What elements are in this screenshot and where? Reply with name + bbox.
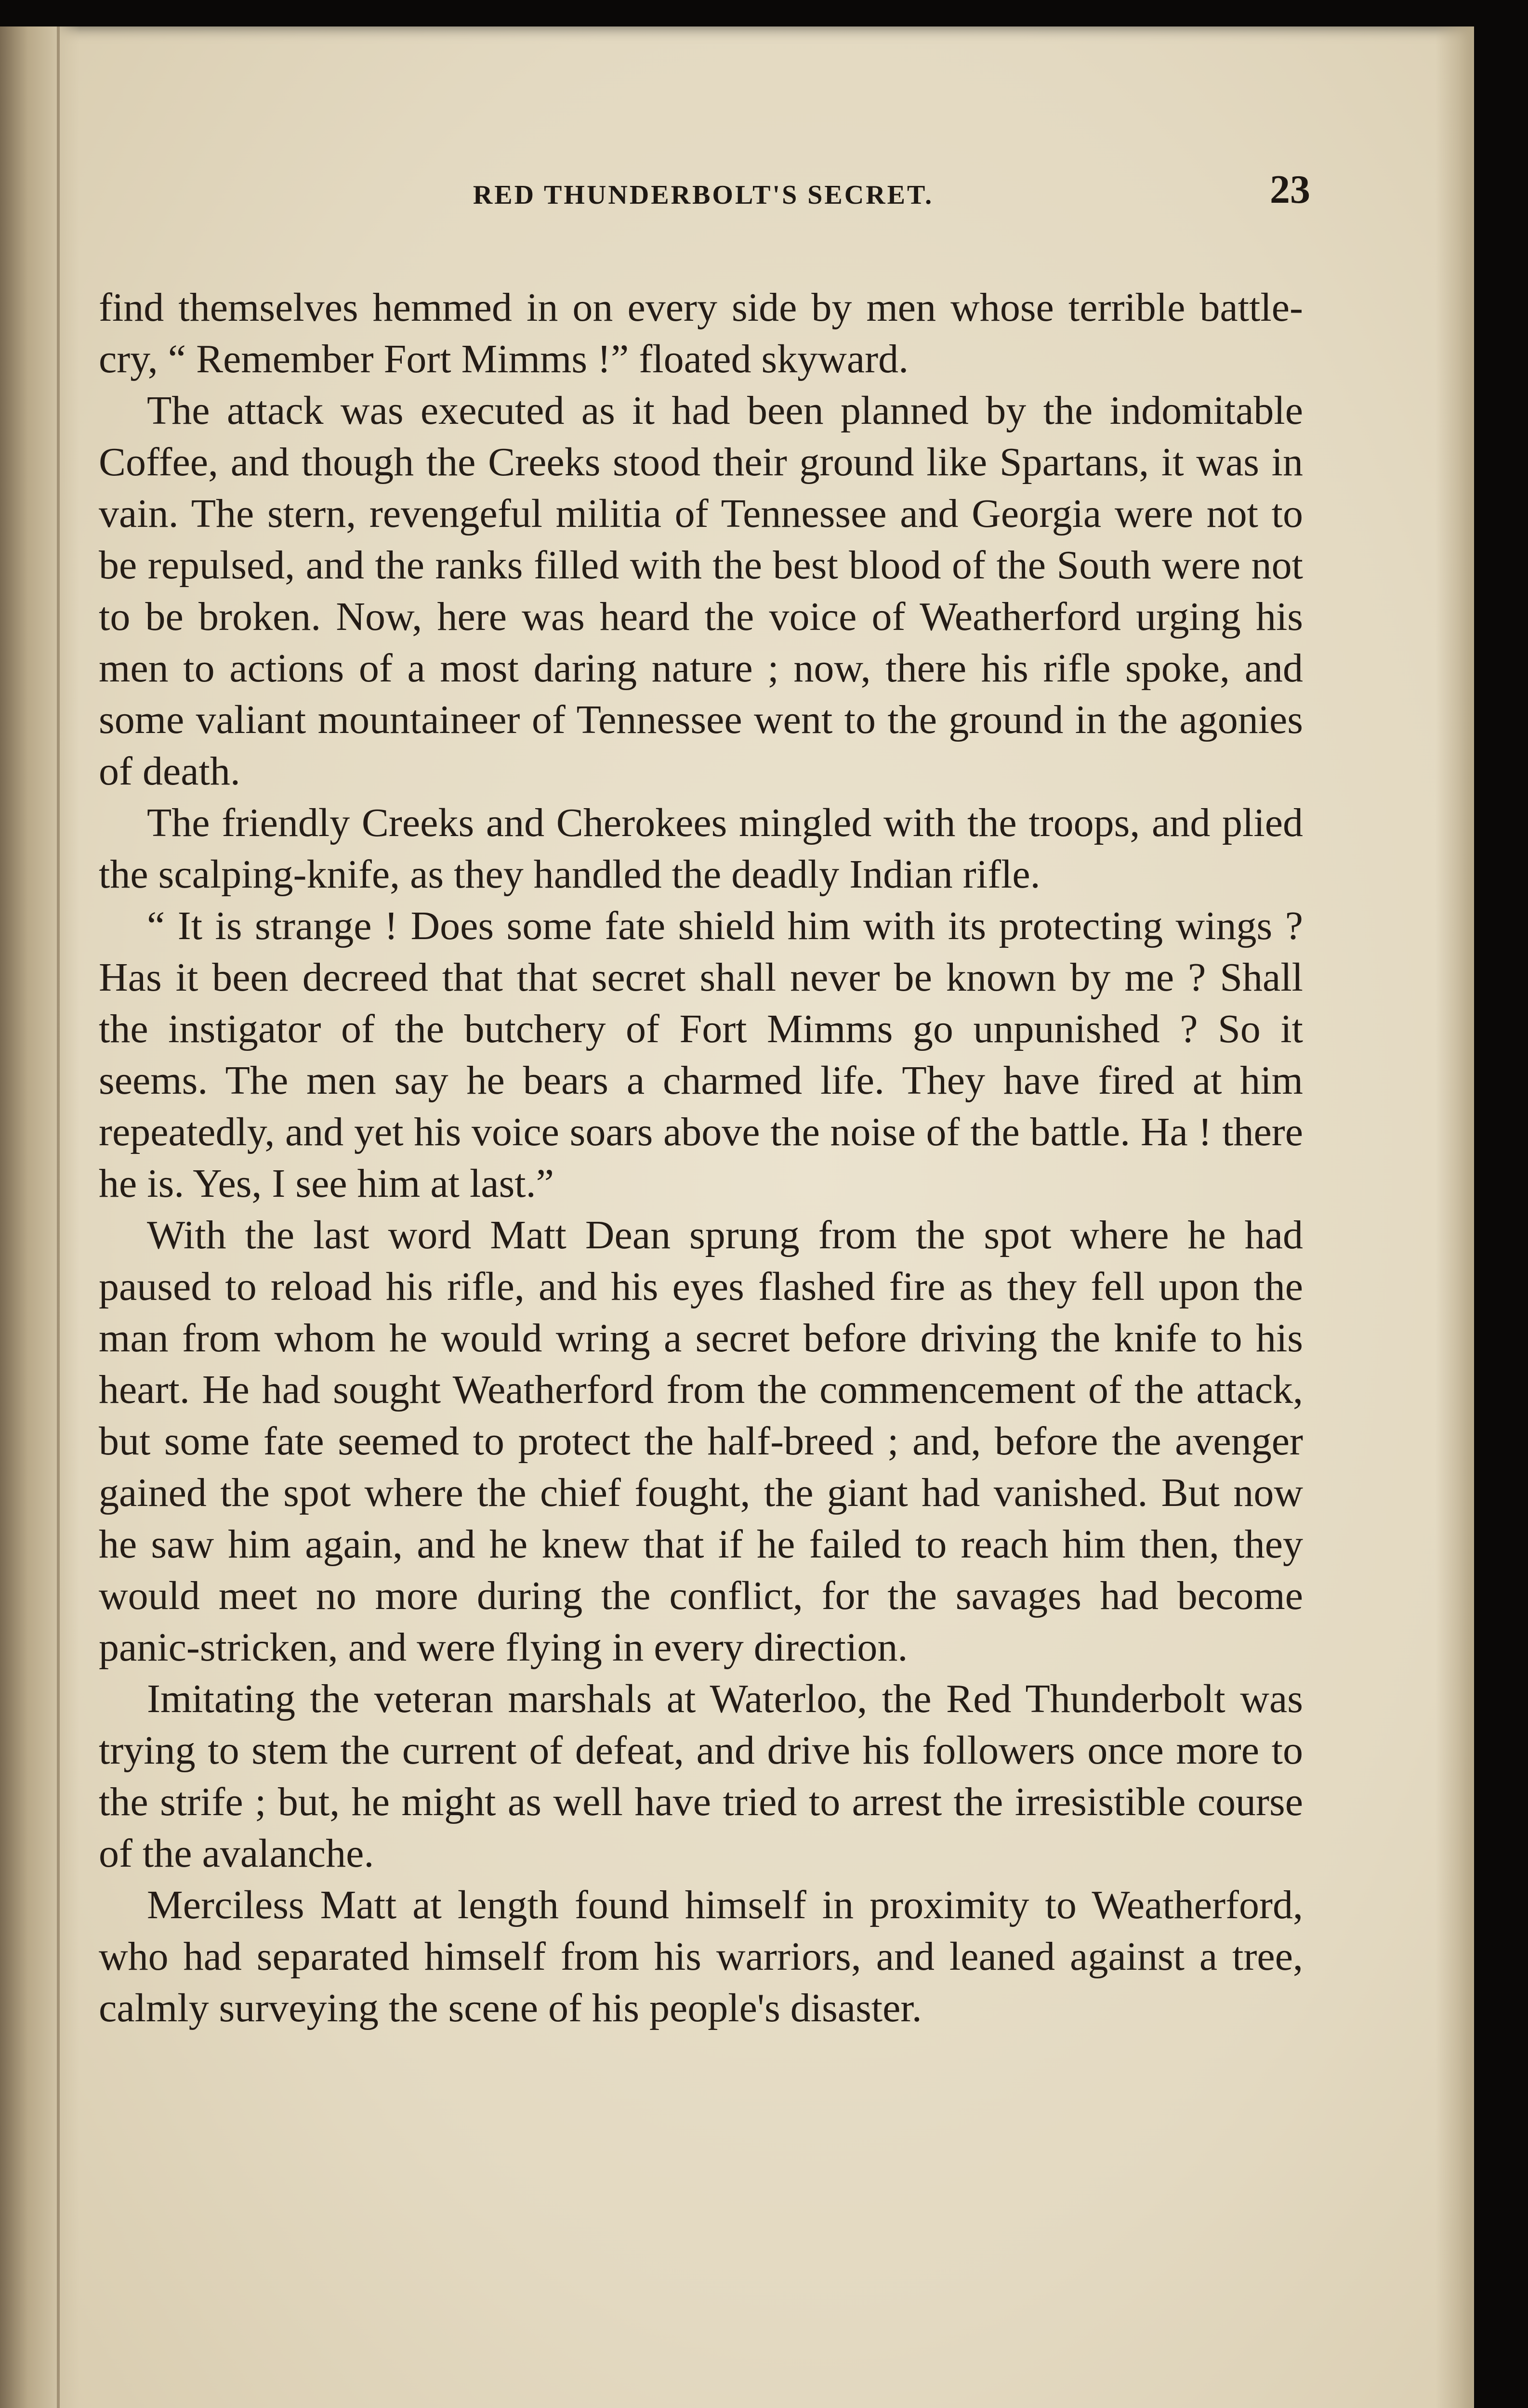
gutter-line bbox=[57, 26, 60, 2408]
page-edge-shadow bbox=[1436, 26, 1474, 2408]
running-title: RED THUNDERBOLT'S SECRET. bbox=[473, 180, 934, 210]
book-page bbox=[0, 26, 1474, 2408]
paragraph: find themselves hemmed in on every side by men whose terrible battle-cry, “ Remember Fort Mimms !” floated skyward. bbox=[99, 285, 1303, 381]
running-header bbox=[96, 157, 1310, 229]
paragraph: With the last word Matt Dean sprung from the spot where he had paused to reload his rifle, and his eyes flashed fire as they fell upon the man from whom he would wring a secret before driving the knife to his heart. He had sought Weatherford from the commencement of the attack, but some fate seemed to protect the half-breed ; and, before the avenger gained the spot where the chief fought, the giant had vanished. But now he saw him again, and he knew that if he failed to reach him then, they would meet no more during the conflict, for the savages had become panic-stricken, and were flying in every direction. bbox=[99, 1213, 1303, 1670]
paragraph: The attack was executed as it had been planned by the indomitable Coffee, and though the Creeks stood their ground like Spartans, it was in vain. The stern, revengeful militia of Tennessee and Georgia were not to be repulsed, and the ranks filled with the best blood of the South were not to be broken. Now, here was heard the voice of Weatherford urging his men to actions of a most daring nature ; now, there his rifle spoke, and some valiant mountaineer of Tennessee went to the ground in the agonies of death. bbox=[99, 388, 1303, 794]
paragraph: The friendly Creeks and Cherokees mingled with the troops, and plied the scalping-knife, as they handled the deadly Indian rifle. bbox=[99, 800, 1303, 897]
body-text bbox=[99, 282, 1303, 2034]
paragraph: “ It is strange ! Does some fate shield him with its protecting wings ? Has it been decreed that that secret shall never be known by me ? Shall the instigator of the butchery of Fort Mimms go unpunished ? So it seems. The men say he bears a charmed life. They have fired at him repeatedly, and yet his voice soars above the noise of the battle. Ha ! there he is. Yes, I see him at last.” bbox=[99, 903, 1303, 1206]
page-number: 23 bbox=[1270, 167, 1310, 212]
paragraph: Merciless Matt at length found himself in proximity to Weatherford, who had separated himself from his warriors, and leaned against a tree, calmly surveying the scene of his people's disaster. bbox=[99, 1883, 1303, 2030]
book-spine-shadow bbox=[0, 26, 79, 2408]
paragraph: Imitating the veteran marshals at Waterloo, the Red Thunderbolt was trying to stem the current of defeat, and drive his followers once more to the strife ; but, he might as well have tried to arrest the irresistible course of the avalanche. bbox=[99, 1676, 1303, 1876]
